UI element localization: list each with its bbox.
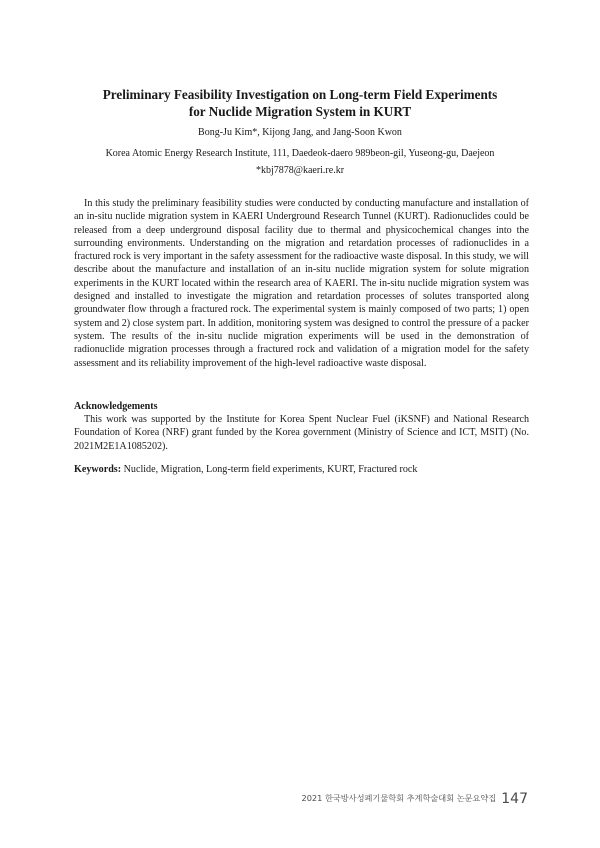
abstract-text: In this study the preliminary feasibility studies were conducted by conducting manufacture and installation of an in-situ nuclide migration system in KAERI Underground Research Tunnel (KURT). Radionuclides could be released from a deep underground disposal facility due to thermal and physicochemical changes into the surrounding environments. Understanding on the migration and retardation processes of radionuclides in a fractured rock is very important in the safety assessment for the radioactive waste disposal. In this study, we will describe about the manufacture and installation of an in-situ nuclide migration system for solute migration experiments in the KURT located within the research area of KAERI. The in-situ nuclide migration system was designed and installed to investigate the migration and retardation processes of solutes transported along groundwater flow through a fractured rock. The experimental system is mainly composed of two parts; 1) open system and 2) close system part. In addition, monitoring system was designed to control the pressure of a packer system. The results of the in-situ nuclide migration experiments will be used in the demonstration of radionuclide migration processes through a fractured rock and validation of a migration model for the safety assessment and its reliability improvement of the high-level radioactive waste disposal.: [74, 198, 529, 369]
page-footer: [302, 788, 528, 807]
keywords-label: Keywords:: [74, 464, 122, 475]
acknowledgements-text: This work was supported by the Institute for Korea Spent Nuclear Fuel (iKSNF) and National Research Foundation of Korea (NRF) grant funded by the Korea government (Ministry of Science and ICT, MSIT) (No. 2021M2E1A1085202).: [74, 414, 529, 452]
paper-title: [60, 86, 540, 120]
keywords-list: Nuclide, Migration, Long-term field experiments, KURT, Fractured rock: [121, 464, 418, 475]
acknowledgements-heading: Acknowledgements: [74, 401, 158, 412]
corresponding-email: *kbj7878@kaeri.re.kr: [255, 165, 345, 176]
author-list: Bong-Ju Kim*, Kijong Jang, and Jang-Soon Kwon: [198, 127, 402, 138]
proceedings-name: 2021 한국방사성폐기물학회 추계학술대회 논문요약집: [301, 793, 497, 803]
keywords: [74, 463, 529, 476]
page-number: 147: [501, 790, 528, 807]
paper-title-line-1: Preliminary Feasibility Investigation on Long-term Field Experiments: [102, 87, 498, 102]
author-affiliation: Korea Atomic Energy Research Institute, 111, Daedeok-daero 989beon-gil, Yuseong-gu, Daejeon: [105, 148, 495, 159]
paper-title-line-2: for Nuclide Migration System in KURT: [188, 104, 412, 119]
